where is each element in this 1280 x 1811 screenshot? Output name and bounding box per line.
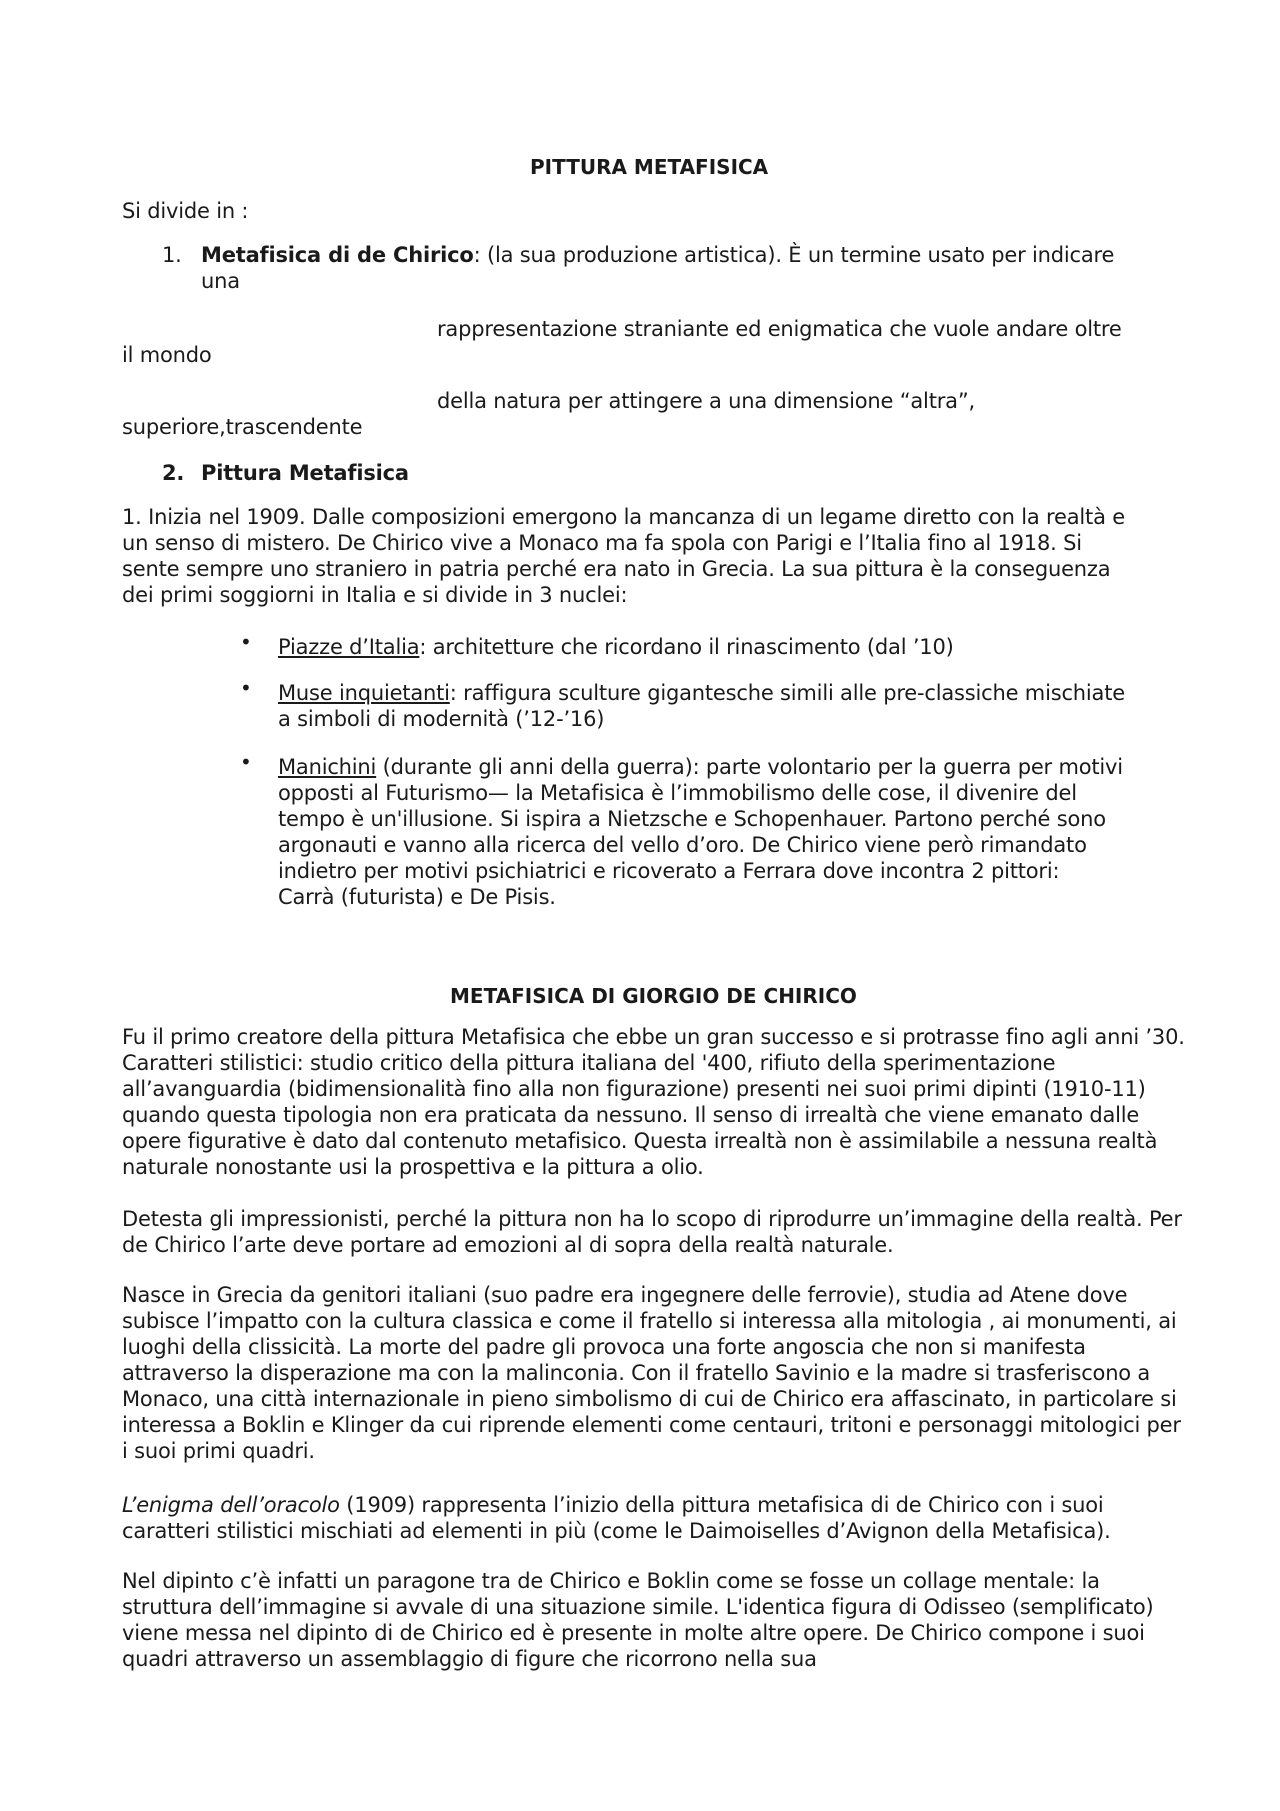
- painting-title: L’enigma dell’oracolo: [122, 1493, 340, 1517]
- bullet-3-term: Manichini: [278, 755, 377, 779]
- list-item-1-line3: rappresentazione straniante ed enigmatica che vuole andare oltre: [437, 317, 1122, 341]
- bullet-3-line5: indietro per motivi psichiatrici e ricoverato a Ferrara dove incontra 2 pittori:: [278, 859, 1060, 883]
- section1-line-4: dei primi soggiorni in Italia e si divide in 3 nuclei:: [122, 583, 628, 607]
- bullet-icon: •: [240, 630, 252, 654]
- paragraph-4-text: (1909) rappresenta l’inizio della pittura metafisica di de Chirico con i suoi caratteri stilistici mischiati ad elementi in più (come le Daimoiselles d’Avignon della Metafisica).: [122, 1493, 1111, 1543]
- list-item-1-line5: della natura per attingere a una dimensione “altra”,: [437, 389, 975, 413]
- list-item-1-number: 1.: [162, 243, 182, 267]
- paragraph-2: [122, 1206, 1192, 1258]
- bullet-3: [278, 754, 1123, 780]
- paragraph-1: [122, 1024, 1192, 1180]
- bullet-3-text: (durante gli anni della guerra): parte volontario per la guerra per motivi: [376, 755, 1123, 779]
- bullet-1-text: : architetture che ricordano il rinascimento (dal ’10): [419, 635, 954, 659]
- bullet-1-term: Piazze d’Italia: [278, 635, 420, 659]
- paragraph-3-text: Nasce in Grecia da genitori italiani (suo padre era ingegnere delle ferrovie), studia ad Atene dove subisce l’impatto con la cultura classica e come il fratello si interessa alla mitologia , ai monumenti, ai luoghi della clissicità. La morte del padre gli provoca una forte angoscia che non si manifesta attraverso la disperazione ma con la malinconia. Con il fratello Savinio e la madre si trasferiscono a Monaco, una città internazionale in pieno simbolismo di cui de Chirico era affascinato, in particolare si interessa a Boklin e Klinger da cui riprende elementi come centauri, tritoni e personaggi mitologici per i suoi primi quadri.: [122, 1283, 1181, 1463]
- paragraph-4: [122, 1492, 1192, 1544]
- paragraph-5-text: Nel dipinto c’è infatti un paragone tra de Chirico e Boklin come se fosse un collage mentale: la struttura dell’immagine si avvale di una situazione simile. L'identica figura di Odisseo (semplificato) viene messa nel dipinto di de Chirico ed è presente in molte altre opere. De Chirico compone i suoi quadri attraverso un assemblaggio di figure che ricorrono nella sua: [122, 1569, 1154, 1671]
- paragraph-2-text: Detesta gli impressionisti, perché la pittura non ha lo scopo di riprodurre un’immagine della realtà. Per de Chirico l’arte deve portare ad emozioni al di sopra della realtà naturale.: [122, 1207, 1182, 1257]
- list-item-2-number: 2.: [162, 461, 185, 485]
- bullet-1: [278, 634, 954, 660]
- list-item-2-bold: Pittura Metafisica: [201, 461, 409, 485]
- list-item-1-bold: Metafisica di de Chirico: [201, 243, 474, 267]
- bullet-3-line6: Carrà (futurista) e De Pisis.: [278, 885, 556, 909]
- list-item-1-rest: : (la sua produzione artistica). È un termine usato per indicare: [473, 243, 1115, 267]
- list-item-1-line2: una: [201, 269, 240, 293]
- section-heading: METAFISICA DI GIORGIO DE CHIRICO: [450, 984, 857, 1008]
- section1-line-1: 1. Inizia nel 1909. Dalle composizioni emergono la mancanza di un legame diretto con la realtà e: [122, 505, 1125, 529]
- bullet-3-line2: opposti al Futurismo— la Metafisica è l’immobilismo delle cose, il divenire del: [278, 781, 1077, 805]
- bullet-icon: •: [240, 676, 252, 700]
- bullet-icon: •: [240, 750, 252, 774]
- paragraph-5: [122, 1568, 1192, 1672]
- bullet-2-term: Muse inquietanti: [278, 681, 450, 705]
- list-item-1-line6: superiore,trascendente: [122, 415, 363, 439]
- paragraph-1-text: Fu il primo creatore della pittura Metafisica che ebbe un gran successo e si protrasse fino agli anni ’30. Caratteri stilistici: studio critico della pittura italiana del '400, rifiuto della sperimentazione all’avanguardia (bidimensionalità fino alla non figurazione) presenti nei suoi primi dipinti (1910-11) quando questa tipologia non era praticata da nessuno. Il senso di irrealtà che viene emanato dalle opere figurative è dato dal contenuto metafisico. Questa irrealtà non è assimilabile a nessuna realtà naturale nonostante usi la prospettiva e la pittura a olio.: [122, 1025, 1185, 1179]
- list-item-1: [201, 242, 1114, 268]
- bullet-2: [278, 680, 1125, 706]
- bullet-2-text: : raffigura sculture gigantesche simili alle pre-classiche mischiate: [449, 681, 1125, 705]
- page-title: PITTURA METAFISICA: [530, 155, 769, 179]
- list-item-1-line4: il mondo: [122, 343, 212, 367]
- section1-line-3: sente sempre uno straniero in patria perché era nato in Grecia. La sua pittura è la conseguenza: [122, 557, 1111, 581]
- bullet-2-line2: a simboli di modernità (’12-’16): [278, 707, 605, 731]
- paragraph-3: [122, 1282, 1192, 1464]
- bullet-3-line4: argonauti e vanno alla ricerca del vello d’oro. De Chirico viene però rimandato: [278, 833, 1087, 857]
- section1-line-2: un senso di mistero. De Chirico vive a Monaco ma fa spola con Parigi e l’Italia fino al 1918. Si: [122, 531, 1082, 555]
- bullet-3-line3: tempo è un'illusione. Si ispira a Nietzsche e Schopenhauer. Partono perché sono: [278, 807, 1106, 831]
- intro-text: Si divide in :: [122, 199, 249, 223]
